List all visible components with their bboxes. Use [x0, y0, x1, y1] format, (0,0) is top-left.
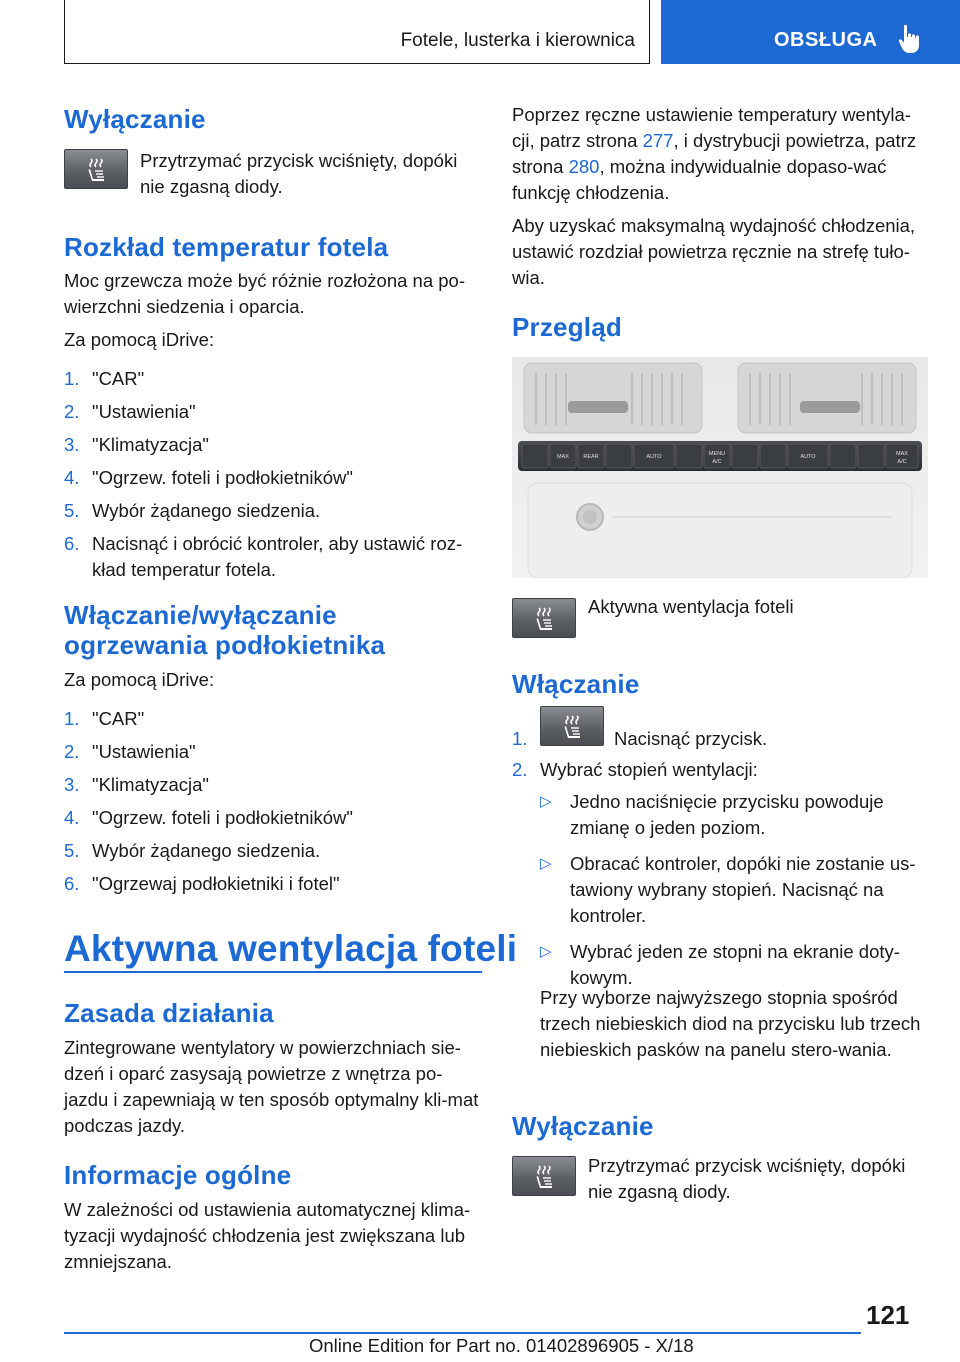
list-item	[64, 805, 482, 831]
step-number: 5.	[64, 500, 80, 521]
step-number: 2.	[64, 741, 80, 762]
section-tab-label: OBSŁUGA	[774, 29, 878, 51]
step-text: "Ustawienia"	[92, 401, 196, 422]
step-number: 4.	[64, 467, 80, 488]
panel-label-rear: REAR	[583, 454, 599, 460]
distribution-steps	[64, 366, 482, 590]
max-level-note: Przy wyborze najwyższego stopnia spośród trzech niebieskich diod na przycisku lub trzech niebieskich pasków na panelu stero-wania.	[540, 987, 921, 1060]
panel-label-ac-center: A/C	[712, 459, 722, 465]
step-text: Wybór żądanego siedzenia.	[92, 500, 321, 521]
heading-distribution: Rozkład temperatur fotela	[64, 232, 389, 262]
panel-label-max-right: MAX	[896, 451, 908, 457]
seat-vent-icon	[535, 606, 555, 632]
step-text: "Klimatyzacja"	[92, 434, 209, 455]
off-1-text: Przytrzymać przycisk wciśnięty, dopóki nie zgasną diody.	[140, 150, 458, 197]
list-item	[64, 465, 482, 491]
armrest-via: Za pomocą iDrive:	[64, 669, 215, 690]
panel-label-auto-left: AUTO	[646, 454, 662, 460]
chapter-title: Fotele, lusterka i kierownica	[400, 30, 635, 51]
distribution-via: Za pomocą iDrive:	[64, 329, 215, 350]
panel-label-ac-right: A/C	[897, 459, 907, 465]
triangle-bullet-icon: ▷	[540, 943, 552, 960]
seat-ventilation-button-icon	[64, 149, 128, 189]
max-cooling-paragraph: Aby uzyskać maksymalną wydajność chłodzenia, ustawić rozdział powietrza ręcznie na strefę tuło-wia.	[512, 215, 916, 288]
heading-on: Włączanie	[512, 669, 640, 699]
page-number: 121	[866, 1300, 910, 1330]
step-number: 3.	[64, 774, 80, 795]
general-text: W zależności od ustawienia automatycznej klima-tyzacji wydajność chłodzenia jest zwiększana lub zmniejszana.	[64, 1199, 471, 1272]
header-chapter-box	[64, 0, 650, 64]
step-text: "Ustawienia"	[92, 741, 196, 762]
panel-label-menu: MENU	[708, 451, 726, 457]
footer-rule	[64, 1332, 861, 1334]
step-number: 1.	[64, 368, 80, 389]
heading-overview: Przegląd	[512, 312, 622, 342]
seat-vent-icon	[87, 157, 107, 183]
step-text: "Klimatyzacja"	[92, 774, 209, 795]
heading-off-2: Wyłączanie	[512, 1111, 654, 1141]
armrest-steps	[64, 706, 482, 904]
list-item	[64, 706, 482, 732]
on-step-1-text: Nacisnąć przycisk.	[614, 728, 768, 749]
step-text: "Ogrzew. foteli i podłokietników"	[92, 467, 353, 488]
principle-text: Zintegrowane wentylatory w powierzchniach sie-dzeń i oparć zasysają powietrze z wnętrza po-jazdu i zapewniają w ten sposób optymalny kli-mat podczas jazdy.	[64, 1037, 479, 1136]
list-item	[64, 739, 482, 765]
bullet-text: Wybrać jeden ze stopni na ekranie doty-kowym.	[570, 941, 900, 988]
footer-edition: Online Edition for Part no. 01402896905 - X/18	[309, 1335, 694, 1356]
list-item	[64, 531, 482, 583]
seat-ventilation-button-icon	[512, 598, 576, 638]
list-item	[64, 838, 482, 864]
triangle-bullet-icon: ▷	[540, 793, 552, 810]
list-item	[64, 432, 482, 458]
heading-active-ventilation: Aktywna wentylacja foteli	[64, 928, 518, 969]
step-text: "CAR"	[92, 708, 145, 729]
seat-vent-icon	[563, 714, 583, 740]
panel-label-max-left: MAX	[557, 454, 569, 460]
step-number: 4.	[64, 807, 80, 828]
step-number: 2.	[64, 401, 80, 422]
list-item	[64, 399, 482, 425]
page-link-280[interactable]: 280	[568, 156, 600, 177]
step-text: Nacisnąć i obrócić kontroler, aby ustawić roz-kład temperatur fotela.	[92, 533, 463, 580]
step-number: 5.	[64, 840, 80, 861]
step-number: 1.	[64, 708, 80, 729]
on-step-1-number: 1.	[512, 728, 528, 749]
cooling-paragraph: Poprzez ręczne ustawienie temperatury wentyla-cji, patrz strona 277, i dystrybucji powietrza, patrz strona 280, można indywidualnie dopaso-wać funkcję chłodzenia.	[512, 104, 917, 203]
list-item	[540, 939, 928, 991]
step-text: "Ogrzewaj podłokietniki i fotel"	[92, 873, 340, 894]
on-step-2-number: 2.	[512, 759, 528, 780]
list-item	[64, 366, 482, 392]
list-item	[64, 498, 482, 524]
on-step-2-text: Wybrać stopień wentylacji:	[540, 759, 758, 780]
step-number: 6.	[64, 533, 80, 554]
seat-ventilation-button-icon	[540, 706, 604, 746]
seat-vent-icon	[535, 1164, 555, 1190]
list-item	[64, 871, 482, 897]
heading-armrest: Włączanie/wyłączanie ogrzewania podłokietnika	[64, 600, 386, 660]
section-tab[interactable]	[661, 0, 960, 64]
heading-off-1: Wyłączanie	[64, 104, 206, 134]
heading-general: Informacje ogólne	[64, 1160, 292, 1190]
page-link-277[interactable]: 277	[642, 130, 674, 151]
list-item	[64, 772, 482, 798]
seat-ventilation-button-icon	[512, 1156, 576, 1196]
step-text: "Ogrzew. foteli i podłokietników"	[92, 807, 353, 828]
overview-caption: Aktywna wentylacja foteli	[588, 596, 794, 617]
section-rule	[64, 971, 482, 973]
step-number: 3.	[64, 434, 80, 455]
step-text: Wybór żądanego siedzenia.	[92, 840, 321, 861]
climate-panel-photo	[512, 357, 928, 578]
panel-label-auto-right: AUTO	[800, 454, 816, 460]
step-text: "CAR"	[92, 368, 145, 389]
distribution-intro: Moc grzewcza może być różnie rozłożona na po-wierzchni siedzenia i oparcia.	[64, 270, 466, 317]
step-number: 6.	[64, 873, 80, 894]
heading-principle: Zasada działania	[64, 998, 274, 1028]
ventilation-level-options	[540, 789, 928, 1001]
pointing-hand-icon	[897, 24, 925, 54]
bullet-text: Jedno naciśnięcie przycisku powoduje zmianę o jeden poziom.	[570, 791, 884, 838]
off-2-text: Przytrzymać przycisk wciśnięty, dopóki nie zgasną diody.	[588, 1155, 906, 1202]
triangle-bullet-icon: ▷	[540, 855, 552, 872]
list-item	[540, 851, 928, 929]
list-item	[540, 789, 928, 841]
bullet-text: Obracać kontroler, dopóki nie zostanie us-tawiony wybrany stopień. Nacisnąć na kontroler.	[570, 853, 916, 926]
